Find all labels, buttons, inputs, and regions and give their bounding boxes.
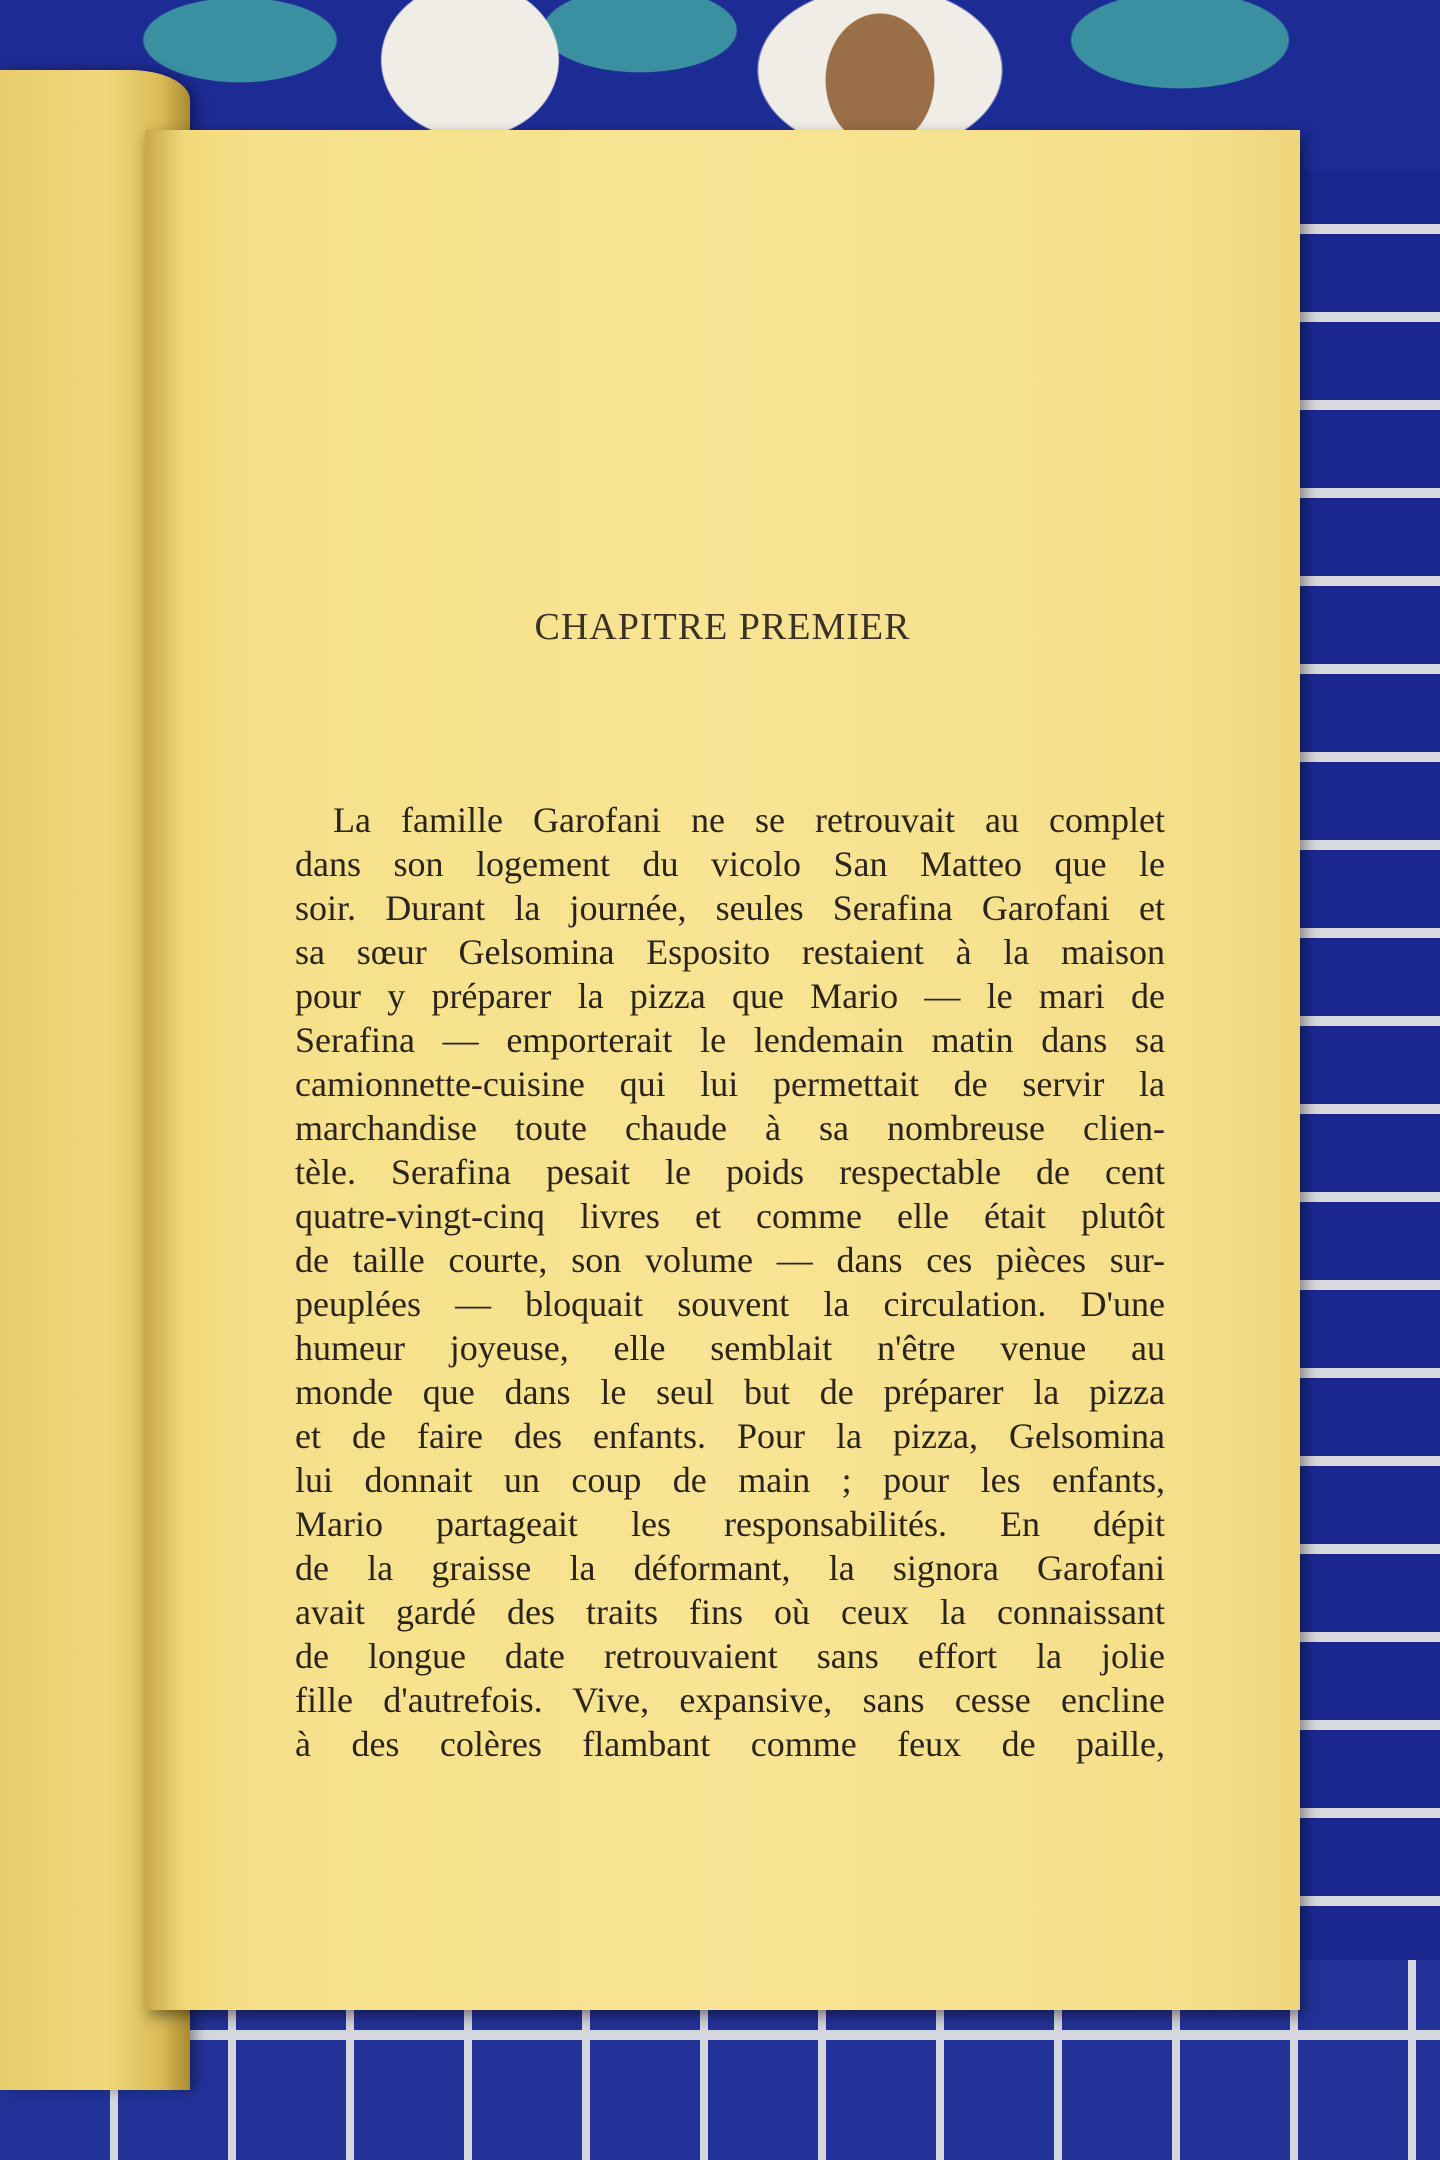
text-line: tèle. Serafina pesait le poids respectable de cent — [295, 1152, 1165, 1192]
text-line: La famille Garofani ne se retrouvait au complet — [333, 800, 1165, 840]
text-line: humeur joyeuse, elle semblait n'être venue au — [295, 1328, 1165, 1368]
text-line: soir. Durant la journée, seules Serafina Garofani et — [295, 888, 1165, 928]
text-line: Serafina — emporterait le lendemain matin dans sa — [295, 1020, 1165, 1060]
text-line: à des colères flambant comme feux de paille, — [295, 1724, 1165, 1764]
book-page — [145, 130, 1300, 2010]
text-line: pour y préparer la pizza que Mario — le mari de — [295, 976, 1165, 1016]
gutter-shadow — [145, 130, 185, 2010]
text-line: peuplées — bloquait souvent la circulation. D'une — [295, 1284, 1165, 1324]
text-line: dans son logement du vicolo San Matteo que le — [295, 844, 1165, 884]
text-line: et de faire des enfants. Pour la pizza, Gelsomina — [295, 1416, 1165, 1456]
text-line: quatre-vingt-cinq livres et comme elle était plutôt — [295, 1196, 1165, 1236]
text-line: de taille courte, son volume — dans ces pièces sur- — [295, 1240, 1165, 1280]
text-line: de la graisse la déformant, la signora Garofani — [295, 1548, 1165, 1588]
text-line: Mario partageait les responsabilités. En dépit — [295, 1504, 1165, 1544]
text-line: avait gardé des traits fins où ceux la connaissant — [295, 1592, 1165, 1632]
body-text — [295, 798, 1165, 1766]
text-line: fille d'autrefois. Vive, expansive, sans cesse encline — [295, 1680, 1165, 1720]
text-line: marchandise toute chaude à sa nombreuse clien- — [295, 1108, 1165, 1148]
chapter-title: CHAPITRE PREMIER — [534, 606, 911, 648]
text-line: de longue date retrouvaient sans effort la jolie — [295, 1636, 1165, 1676]
text-line: monde que dans le seul but de préparer la pizza — [295, 1372, 1165, 1412]
text-line: lui donnait un coup de main ; pour les enfants, — [295, 1460, 1165, 1500]
text-line: sa sœur Gelsomina Esposito restaient à la maison — [295, 932, 1165, 972]
tile-pattern-right — [1300, 170, 1440, 2160]
text-line: camionnette-cuisine qui lui permettait de servir la — [295, 1064, 1165, 1104]
